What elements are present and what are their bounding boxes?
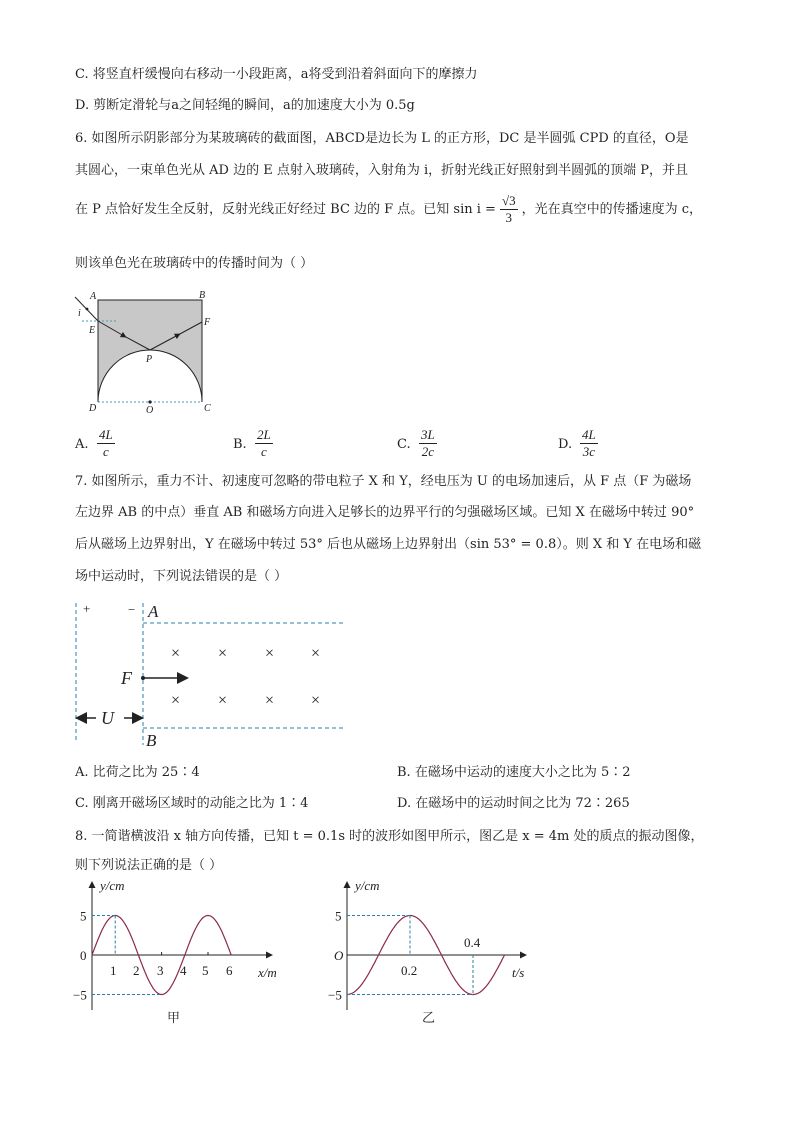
magnetic-field-cross: × bbox=[265, 645, 275, 662]
magnetic-field-cross: × bbox=[218, 645, 228, 662]
magnetic-field-cross: × bbox=[171, 645, 181, 662]
sin-denominator: 3 bbox=[505, 210, 513, 225]
svg-text:O: O bbox=[146, 405, 154, 416]
q6-option-c-letter: C. bbox=[397, 437, 411, 452]
svg-text:B: B bbox=[146, 731, 157, 750]
svg-text:A: A bbox=[90, 291, 97, 302]
x-tick-label: 6 bbox=[226, 963, 233, 978]
q6-stem-line1: 6. 如图所示阴影部分为某玻璃砖的截面图，ABCD是边长为 L 的正方形，DC 是半圆弧 CPD 的直径，O是 bbox=[75, 131, 689, 146]
magnetic-field-cross: × bbox=[311, 692, 321, 709]
y-tick-label: 5 bbox=[80, 908, 87, 924]
sin-numerator: √3 bbox=[501, 193, 516, 208]
y-axis-label: y/cm bbox=[355, 878, 380, 893]
svg-text:+: + bbox=[83, 601, 91, 616]
q7-option-d: D. 在磁场中的运动时间之比为 72∶265 bbox=[397, 796, 630, 811]
x-tick-label: 3 bbox=[157, 963, 164, 978]
svg-text:U: U bbox=[101, 708, 114, 728]
x-tick-label: 0.2 bbox=[401, 963, 418, 978]
x-tick-label: 0.4 bbox=[464, 935, 481, 950]
q5-option-c: C. 将竖直杆缓慢向右移动一小段距离，a将受到沿着斜面向下的摩擦力 bbox=[75, 67, 478, 82]
q6-option-c-fraction: $\frac{3L}{2c}$ bbox=[421, 427, 435, 459]
q7-stem-line3: 后从磁场上边界射出，Y 在磁场中转过 53° 后也从磁场上边界射出（sin 53° = 0.8）。则 X 和 Y 在电场和磁 bbox=[75, 537, 702, 552]
q7-option-c: C. 刚离开磁场区域时的动能之比为 1∶4 bbox=[75, 796, 309, 811]
q8-stem-line2: 则下列说法正确的是（ ） bbox=[75, 858, 223, 873]
q6-option-a-letter: A. bbox=[75, 437, 89, 452]
q8-stem-line1: 8. 一简谐横波沿 x 轴方向传播，已知 t = 0.1s 时的波形如图甲所示，图乙是 x = 4m 处的质点的振动图像， bbox=[75, 829, 704, 844]
x-tick-label: 4 bbox=[180, 963, 187, 978]
svg-text:−: − bbox=[128, 602, 136, 617]
q7-stem-line1: 7. 如图所示，重力不计、初速度可忽略的带电粒子 X 和 Y，经电压为 U 的电场加速后，从 F 点（F 为磁场 bbox=[75, 474, 692, 489]
q6-stem-line2: 其圆心，一束单色光从 AD 边的 E 点射入玻璃砖，入射角为 i，折射光线正好照射到半圆弧的顶端 P，并且 bbox=[75, 163, 689, 178]
q7-option-b: B. 在磁场中运动的速度大小之比为 5∶2 bbox=[397, 765, 631, 780]
y-tick-label: −5 bbox=[73, 987, 87, 1003]
q6-line3-a: 在 P 点恰好发生全反射，反射光线正好经过 BC 边的 F 点。已知 sin i = bbox=[75, 201, 496, 217]
x-axis-label: t/s bbox=[512, 965, 525, 980]
q6-option-b-fraction: $\frac{2L}{c}$ bbox=[257, 427, 271, 459]
chart-title: 甲 bbox=[167, 1010, 181, 1025]
x-tick-label: 2 bbox=[133, 963, 140, 978]
magnetic-field-cross: × bbox=[265, 692, 275, 709]
svg-text:i: i bbox=[78, 308, 81, 319]
x-tick-label: 1 bbox=[110, 963, 117, 978]
svg-text:B: B bbox=[199, 290, 206, 301]
svg-text:F: F bbox=[204, 317, 211, 328]
q6-stem-line4: 则该单色光在玻璃砖中的传播时间为（ ） bbox=[75, 256, 314, 271]
y-axis-label: y/cm bbox=[100, 878, 125, 893]
y-tick-label: −5 bbox=[328, 987, 342, 1003]
svg-text:P: P bbox=[146, 354, 153, 365]
svg-text:F: F bbox=[121, 668, 132, 688]
q5-option-d: D. 剪断定滑轮与a之间轻绳的瞬间，a的加速度大小为 0.5g bbox=[75, 98, 415, 113]
magnetic-field-cross: × bbox=[218, 692, 228, 709]
q6-line3-b: ，光在真空中的传播速度为 c， bbox=[521, 201, 703, 217]
svg-text:E: E bbox=[89, 325, 96, 336]
y-tick-label: 0 bbox=[80, 948, 87, 963]
chart-title: 乙 bbox=[422, 1010, 436, 1025]
y-tick-label: 5 bbox=[335, 908, 342, 924]
q7-stem-line4: 场中运动时，下列说法错误的是（ ） bbox=[75, 569, 288, 584]
q6-option-b-letter: B. bbox=[233, 437, 247, 452]
svg-text:C: C bbox=[204, 403, 211, 414]
q6-option-d-letter: D. bbox=[558, 437, 573, 452]
svg-text:A: A bbox=[148, 602, 159, 621]
svg-text:D: D bbox=[89, 403, 97, 414]
x-tick-label: 5 bbox=[202, 963, 209, 978]
origin-label: O bbox=[334, 948, 344, 963]
q6-option-a-fraction: $\frac{4L}{c}$ bbox=[99, 427, 113, 459]
q6-option-d-fraction: $\frac{4L}{3c}$ bbox=[582, 427, 596, 459]
x-axis-label: x/m bbox=[258, 965, 277, 980]
magnetic-field-cross: × bbox=[311, 645, 321, 662]
q7-option-a: A. 比荷之比为 25∶4 bbox=[75, 765, 200, 780]
q7-stem-line2: 左边界 AB 的中点）垂直 AB 和磁场方向进入足够长的边界平行的匀强磁场区域。已知 X 在磁场中转过 90° bbox=[75, 505, 695, 520]
magnetic-field-cross: × bbox=[171, 692, 181, 709]
